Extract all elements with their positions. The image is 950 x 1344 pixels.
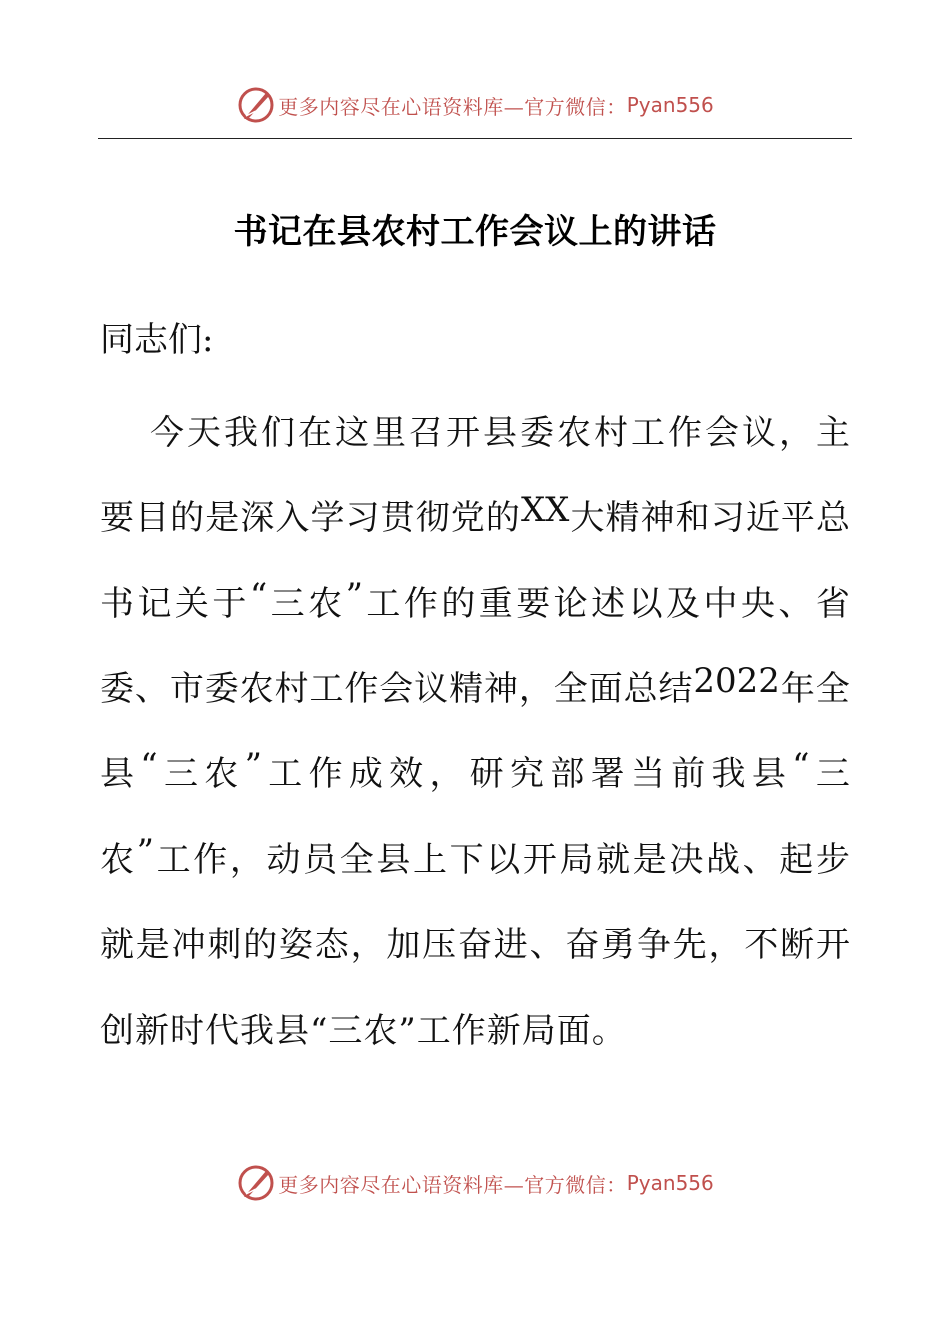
wechat-id: Pyan556 <box>626 1171 714 1195</box>
paragraph-line: 书 记 关 于 “ 三 农 ” 工 作 的 重 要 论 述 以 及 中 央 、 省 <box>100 576 850 624</box>
quill-logo-icon <box>236 85 276 125</box>
document-title: 书记在县农村工作会议上的讲话 <box>233 212 717 252</box>
banner-text: 更多内容尽在心语资料库—官方微信： <box>278 94 627 119</box>
paragraph-line: 委 、 市 委 农 村 工 作 会 议 精 神 ， 全 面 总 结 2022 年 全 <box>100 661 850 709</box>
paragraph-line: 创新时代我县“三农”工作新局面。 <box>100 1011 627 1051</box>
quill-logo-icon <box>236 1163 276 1203</box>
salutation: 同志们: <box>100 320 214 360</box>
paragraph-line: 就 是 冲 刺 的 姿 态 ， 加 压 奋 进 、 奋 勇 争 先 ， 不 断 开 <box>100 925 850 965</box>
paragraph-line: 县 “ 三 农 ” 工 作 成 效 ， 研 究 部 署 当 前 我 县 “ 三 <box>100 746 850 794</box>
header-banner <box>0 80 950 130</box>
footer-banner <box>0 1158 950 1208</box>
paragraph-line: 要 目 的 是 深 入 学 习 贯 彻 党 的 XX 大 精 神 和 习 近 平 总 <box>100 490 850 538</box>
header-divider <box>98 138 852 139</box>
paragraph-line: 农 ” 工 作 ， 动 员 全 县 上 下 以 开 局 就 是 决 战 、 起 步 <box>100 832 850 880</box>
banner-text: 更多内容尽在心语资料库—官方微信： <box>278 1172 627 1197</box>
paragraph-line: 今 天 我 们 在 这 里 召 开 县 委 农 村 工 作 会 议 ， 主 <box>150 413 850 453</box>
wechat-id: Pyan556 <box>626 93 714 117</box>
